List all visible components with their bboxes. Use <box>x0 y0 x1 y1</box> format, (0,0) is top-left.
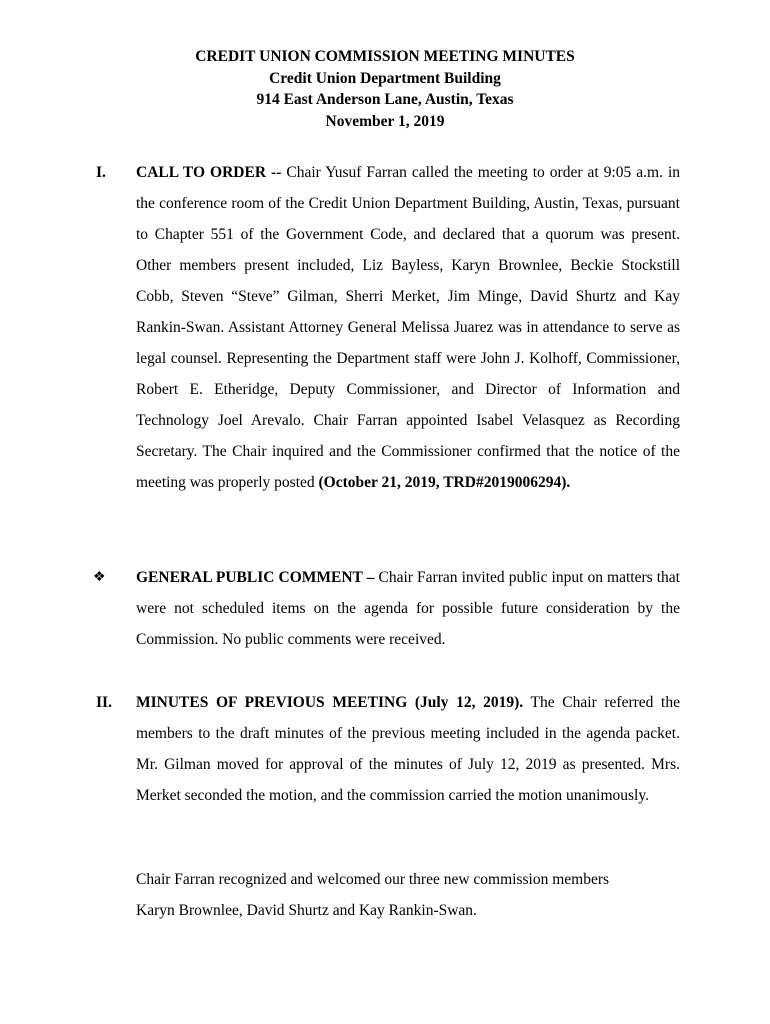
posting-reference: (October 21, 2019, TRD#2019006294). <box>318 474 571 491</box>
section-number: II. <box>96 694 112 711</box>
meeting-location: Credit Union Department Building <box>269 69 501 87</box>
section-body: The Chair referred the members to the draft minutes of the previous meeting included in the agenda packet. Mr. Gilman moved for approval of the minutes of July 12, 2019 as presented. Mrs. Merket seconded the motion, and the commission carried the motion unanimously. <box>136 694 680 804</box>
call-to-order-paragraph <box>136 157 680 498</box>
welcome-line-2: Karyn Brownlee, David Shurtz and Kay Rankin-Swan. <box>136 902 477 919</box>
document-title: CREDIT UNION COMMISSION MEETING MINUTES <box>195 48 575 65</box>
section-heading: GENERAL PUBLIC COMMENT – <box>136 569 375 586</box>
section-body: Chair Farran invited public input on matters that were not scheduled items on the agenda for possible future consideration by the Commission. No public comments were received. <box>136 569 680 648</box>
document-header <box>0 46 770 132</box>
section-heading: CALL TO ORDER -- <box>136 164 282 181</box>
minutes-paragraph <box>136 687 680 811</box>
section-heading: MINUTES OF PREVIOUS MEETING (July 12, 2019). <box>136 694 524 711</box>
section-number: I. <box>96 164 106 181</box>
meeting-address: 914 East Anderson Lane, Austin, Texas <box>256 91 514 108</box>
public-comment-paragraph <box>136 562 680 655</box>
diamond-bullet-icon: ❖ <box>93 570 106 585</box>
section-body: Chair Yusuf Farran called the meeting to order at 9:05 a.m. in the conference room of the Credit Union Department Building, Austin, Texas, pursuant to Chapter 551 of the Government Code, and declared that a quorum was present. Other members present included, Liz Bayless, Karyn Brownlee, Beckie Stockstill Cobb, Steven “Steve” Gilman, Sherri Merket, Jim Minge, David Shurtz and Kay Rankin-Swan. Assistant Attorney General Melissa Juarez was in attendance to serve as legal counsel. Representing the Department staff were John J. Kolhoff, Commissioner, Robert E. Etheridge, Deputy Commissioner, and Director of Information and Technology Joel Arevalo. Chair Farran appointed Isabel Velasquez as Recording Secretary. The Chair inquired and the Commissioner confirmed that the notice of the meeting was properly posted <box>136 164 681 491</box>
welcome-line-1: Chair Farran recognized and welcomed our three new commission members <box>136 871 610 888</box>
meeting-date: November 1, 2019 <box>325 112 445 130</box>
